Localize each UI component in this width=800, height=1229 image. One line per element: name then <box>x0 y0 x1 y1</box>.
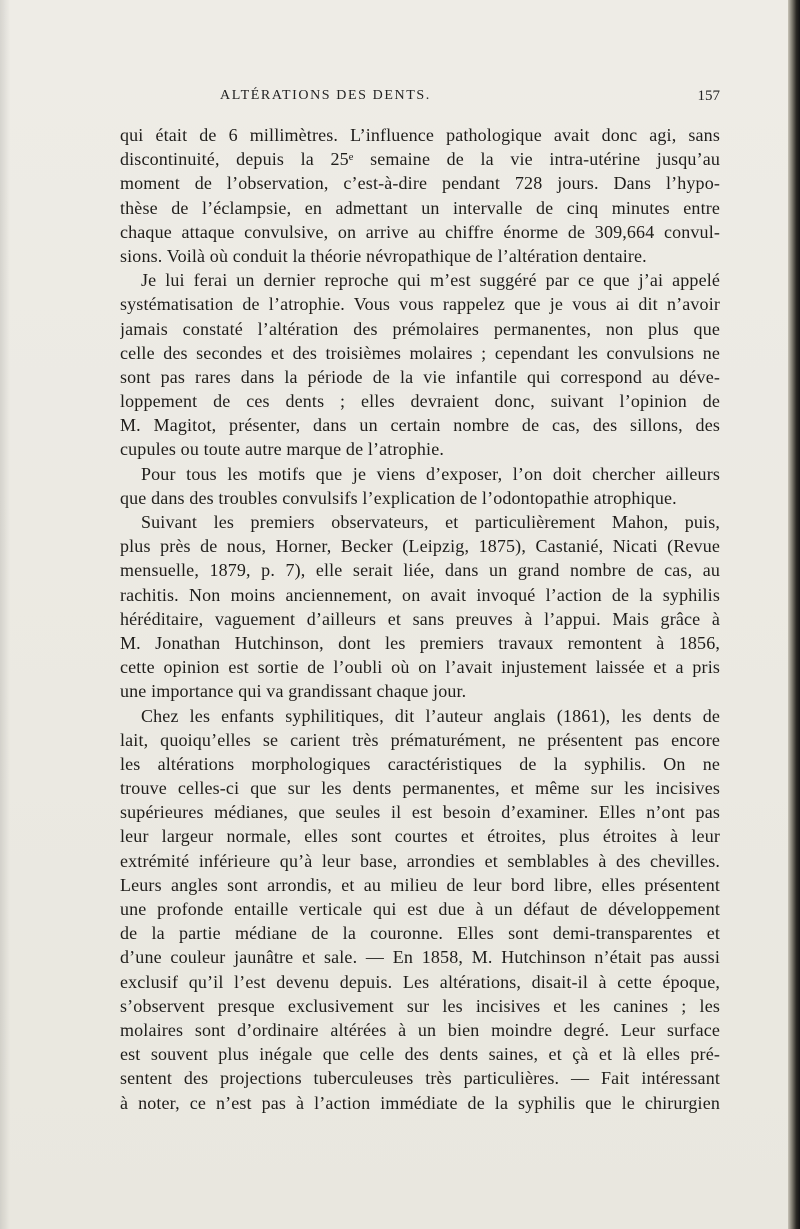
text-line: thèse de l’éclampsie, en admettant un intervalle de cinq minutes entre <box>120 197 720 218</box>
text-line: M. Jonathan Hutchinson, dont les premiers travaux remontent à 1856, <box>120 632 720 653</box>
text-line: est souvent plus inégale que celle des dents saines, et çà et là elles pré- <box>120 1044 720 1065</box>
text-line: loppement de ces dents ; elles devraient donc, suivant l’opinion de <box>120 391 720 412</box>
text-line: celle des secondes et des troisièmes molaires ; cependant les convulsions ne <box>120 342 720 363</box>
binding-edge <box>788 0 800 1229</box>
text-line: Je lui ferai un dernier reproche qui m’est suggéré par ce que j’ai appelé <box>141 270 720 291</box>
text-line: supérieures médianes, que seules il est besoin d’examiner. Elles n’ont pas <box>120 802 720 823</box>
text-line: mensuelle, 1879, p. 7), elle serait liée, dans un grand nombre de cas, au <box>120 560 720 581</box>
text-line: M. Magitot, présenter, dans un certain nombre de cas, des sillons, des <box>120 415 720 436</box>
text-line: cette opinion est sortie de l’oubli où on l’avait injustement laissée et a pris <box>120 657 720 678</box>
text-line: sont pas rares dans la période de la vie infantile qui correspond au déve- <box>120 366 720 387</box>
running-title: ALTÉRATIONS DES DENTS. <box>220 88 431 103</box>
body-text <box>120 123 720 1115</box>
text-line: d’une couleur jaunâtre et sale. — En 1858, M. Hutchinson n’était pas aussi <box>120 947 720 968</box>
text-line: lait, quoiqu’elles se carient très prématurément, ne présentent pas encore <box>120 729 720 750</box>
text-line: leur largeur normale, elles sont courtes et étroites, plus étroites à leur <box>120 826 720 847</box>
text-line: trouve celles-ci que sur les dents permanentes, et même sur les incisives <box>120 778 720 799</box>
text-line: Pour tous les motifs que je viens d’exposer, l’on doit chercher ailleurs <box>141 463 720 484</box>
text-line: systématisation de l’atrophie. Vous vous rappelez que je vous ai dit n’avoir <box>120 294 720 315</box>
running-head <box>120 88 720 108</box>
text-line: Suivant les premiers observateurs, et particulièrement Mahon, puis, <box>141 512 720 532</box>
text-line: rachitis. Non moins anciennement, on avait invoqué l’action de la syphilis <box>120 584 720 605</box>
text-line: Chez les enfants syphilitiques, dit l’auteur anglais (1861), les dents de <box>141 705 720 726</box>
text-line: jamais constaté l’altération des prémolaires permanentes, non plus que <box>120 318 720 339</box>
text-line: exclusif qu’il l’est devenu depuis. Les altérations, disait-il à cette époque, <box>120 971 720 992</box>
page-number: 157 <box>697 88 720 104</box>
text-line: extrémité inférieure qu’à leur base, arrondies et semblables à des chevilles. <box>120 850 720 871</box>
text-line: une importance qui va grandissant chaque jour. <box>120 681 467 702</box>
text-line: qui était de 6 millimètres. L’influence pathologique avait donc agi, sans <box>120 125 720 145</box>
text-line: une profonde entaille verticale qui est due à un défaut de développement <box>120 899 720 919</box>
text-line: s’observent presque exclusivement sur les incisives et les canines ; les <box>120 995 720 1016</box>
text-line: sentent des projections tuberculeuses très particulières. — Fait intéressant <box>120 1068 720 1089</box>
text-line: de la partie médiane de la couronne. Elles sont demi-transparentes et <box>120 923 720 944</box>
text-line: cupules ou toute autre marque de l’atrophie. <box>120 439 444 460</box>
text-line: héréditaire, vaguement d’ailleurs et sans preuves à l’appui. Mais grâce à <box>120 608 720 629</box>
text-line: sions. Voilà où conduit la théorie névropathique de l’altération dentaire. <box>120 245 647 266</box>
text-line: les altérations morphologiques caractéristiques de la syphilis. On ne <box>120 753 720 774</box>
text-line: plus près de nous, Horner, Becker (Leipzig, 1875), Castanié, Nicati (Revue <box>120 536 720 557</box>
text-line: molaires sont d’ordinaire altérées à un bien moindre degré. Leur surface <box>120 1019 720 1040</box>
text-line: moment de l’observation, c’est-à-dire pendant 728 jours. Dans l’hypo- <box>120 173 720 194</box>
text-line: chaque attaque convulsive, on arrive au chiffre énorme de 309,664 convul- <box>120 221 720 242</box>
text-line: Leurs angles sont arrondis, et au milieu de leur bord libre, elles présentent <box>120 874 720 895</box>
text-line: que dans des troubles convulsifs l’explication de l’odontopathie atrophique. <box>120 487 677 508</box>
text-line: discontinuité, depuis la 25ᵉ semaine de la vie intra-utérine jusqu’au <box>120 149 720 170</box>
text-line: à noter, ce n’est pas à l’action immédiate de la syphilis que le chirurgien <box>120 1092 720 1113</box>
